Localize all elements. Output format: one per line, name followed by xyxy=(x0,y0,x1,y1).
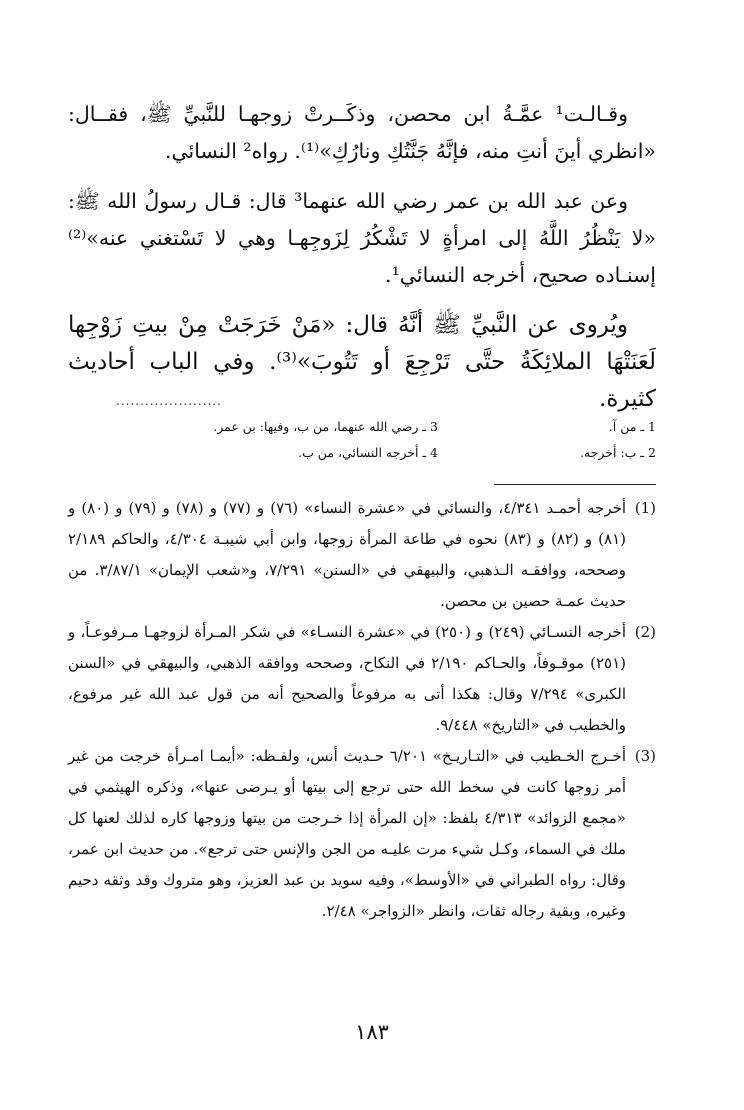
footnote-number: (3) xyxy=(634,747,656,765)
main-text-block xyxy=(68,96,656,431)
footnote-number: (1) xyxy=(634,499,656,517)
variant-note-4: 4 ـ أخرجه النسائي، من ب. xyxy=(298,445,438,460)
variant-note-2: 2 ـ ب: أخرجه. xyxy=(579,445,656,460)
footnote-1 xyxy=(68,493,656,617)
footnote-separator-line xyxy=(494,484,656,485)
dotted-separator: ...................... xyxy=(116,394,222,408)
footnote-number: (2) xyxy=(634,623,656,641)
footnote-text: أخرجه أحمـد ٤/٣٤١، والنسائي في «عشرة النساء» (٧٦) و (٧٧) و (٧٨) و (٧٩) و (٨٠) و (٨١) و (٨٢) و (٨٣) نحوه في طاعة المرأة زوجها، وابن أبي شيبـة ٤/٣٠٤، والحاكم ٢/١٨٩ وصححه، ووافقـه الـذهبي، والبيهقي في «السنن» ٧/٢٩١، و«شعب الإيمان» ٣/٨٧/١. من حديث عمـة حصين بن محصن. xyxy=(68,499,627,610)
variant-notes-left-column xyxy=(78,414,438,466)
main-paragraph-3: ويُروى عن النَّبيِّ ﷺ أنَّهُ قال: «مَنْ خَرَجَتْ مِنْ بيتِ زَوْجِها لَعَنَتْهَا الملائِكَةُ حتَّى تَرْجِعَ أو تَتُوبَ»⁽³⁾. وفي الباب أحاديث كثيرة. xyxy=(68,312,656,412)
footnotes-section xyxy=(68,493,656,927)
main-paragraph-2: وعن عبد الله بن عمر رضي الله عنهما³ قال: قـال رسولُ الله ﷺ: «لا يَنْظُرُ اللَّهُ إلى امرأةٍ لا تَشْكُرُ لِزَوجِهـا وهي لا تَسْتغني عنه»⁽²⁾ إسنـاده صحيح، أخرجه النسائي¹. xyxy=(68,189,656,287)
variant-notes-right-column xyxy=(476,414,656,466)
footnote-3 xyxy=(68,741,656,927)
footnote-2 xyxy=(68,617,656,741)
page-number: ١٨٣ xyxy=(355,1020,389,1044)
footnote-text: أخـرج الخـطيب في «التـاريـخ» ٦/٢٠١ حـديث أنس، ولفـظه: «أيمـا امـرأة خرجت من غير أمر زوجها كانت في سخط الله حتى ترجع إلى بيتها أو يـرضى عنها»، وذكره الهيثمي في «مجمع الزوائد» ٤/٣١٣ بلفظ: «إن المرأة إذا خـرجت من بيتها وزوجها كاره لذلك لعنها كل ملك في السماء، وكـل شيء مرت عليـه من الجن والإنس حتى ترجع». من حديث ابن عمر، وقال: رواه الطبراني في «الأوسط»، وفيه سويد بن عبد العزيز، وهو متروك وقد وثقه دحيم وغيره، وبقية رجاله ثقات، وانظر «الزواجر» ٢/٤٨. xyxy=(68,747,626,920)
footnote-text: أخرجه النسـائي (٢٤٩) و (٢٥٠) في «عشرة النسـاء» في شكر المـرأة لزوجهـا مـرفوعـاً، و (٢٥١) موقـوفاً، والحـاكم ٢/١٩٠ في النكاح، وصححه ووافقه الذهبي، والبيهقي في «السنن الكبرى» ٧/٢٩٤ وقال: هكذا أتى به مرفوعاً والصحيح أنه من قول عبد الله غير مرفوع، والخطيب في «التاريخ» ٩/٤٤٨. xyxy=(68,623,626,734)
variant-note-3: 3 ـ رضي الله عنهما، من ب، وفيها: بن عمر. xyxy=(213,419,438,434)
main-paragraph-1: وقـالـت¹ عمَّـةُ ابن محصن، وذكَــرتْ زوجهـا للنَّبيِّ ﷺ، فقــال: «انظري أينَ أنتِ منه، فإنَّهُ جَنَّتُكِ ونارُكِ»⁽¹⁾. رواه² النسائي. xyxy=(68,102,656,163)
variant-note-1: 1 ـ من آ. xyxy=(608,419,656,434)
